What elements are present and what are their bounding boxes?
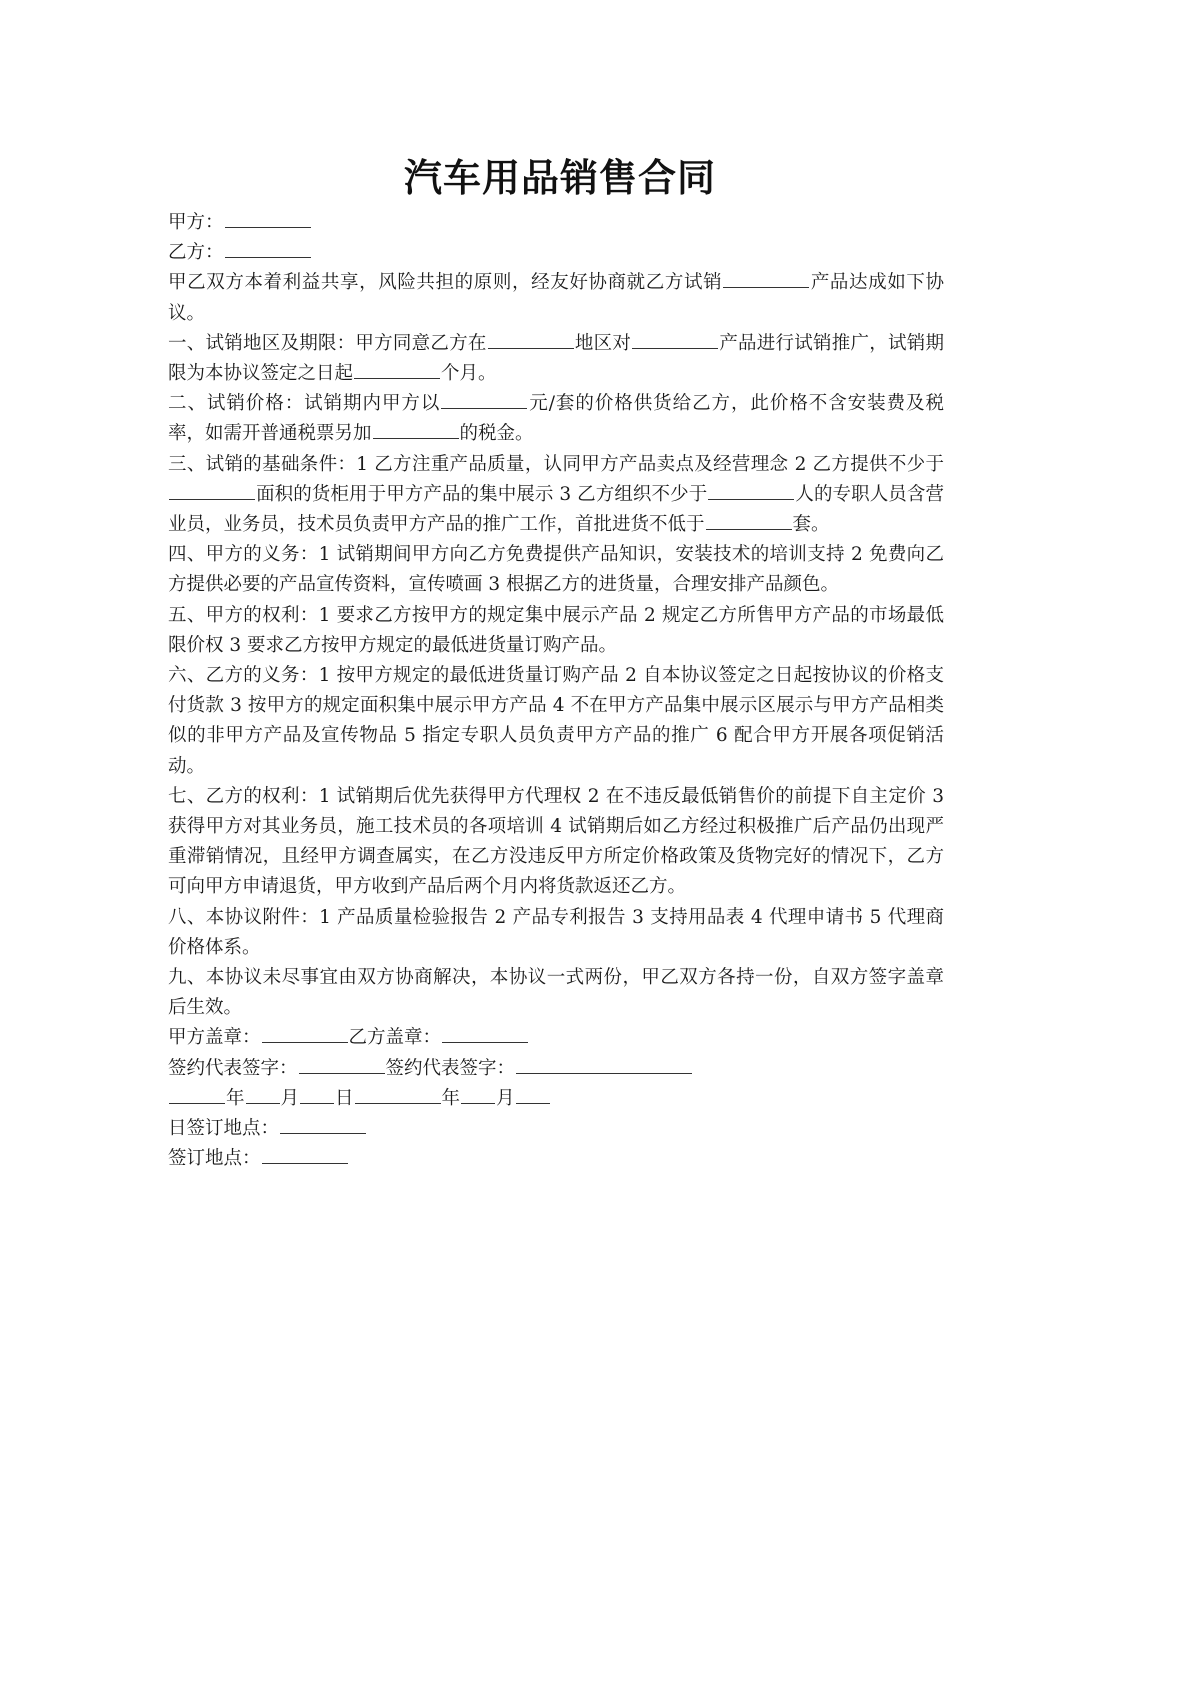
trial-product-blank[interactable] [632, 330, 718, 349]
intro-text-2: 产品达成如下协议。 [168, 272, 944, 324]
area-blank[interactable] [169, 481, 255, 500]
place-a-line [168, 1114, 944, 1144]
tax-blank[interactable] [373, 420, 459, 439]
day-a-label: 日 [335, 1087, 354, 1109]
party-b-label: 乙方： [168, 242, 224, 264]
seal-b-label: 乙方盖章： [348, 1027, 442, 1049]
party-a-blank[interactable] [225, 209, 311, 228]
place-b-line [168, 1144, 944, 1174]
seal-line [168, 1023, 944, 1053]
party-a-label: 甲方： [168, 212, 224, 233]
rep-b-blank[interactable] [516, 1055, 692, 1074]
clause-1-text-4: 个月。 [441, 363, 497, 385]
day-a-blank[interactable] [300, 1085, 334, 1104]
product-name-blank[interactable] [723, 269, 809, 288]
place-a-blank[interactable] [280, 1115, 366, 1134]
clause-7: 七、乙方的权利：1 试销期后优先获得甲方代理权 2 在不违反最低销售价的前提下自主定价 3 获得甲方对其业务员，施工技术员的各项培训 4 试销期后如乙方经过积极推广后产品仍出现严重滞销情况，且经甲方调查属实，在乙方没违反甲方所定价格政策及货物完好的情况下，乙方可向甲方申请退货，甲方收到产品后两个月内将货款返还乙方。 [168, 785, 944, 898]
year-a-blank[interactable] [169, 1085, 225, 1104]
clause-3 [168, 450, 944, 541]
place-b-blank[interactable] [262, 1145, 348, 1164]
clause-5: 五、甲方的权利：1 要求乙方按甲方的规定集中展示产品 2 规定乙方所售甲方产品的市场最低限价权 3 要求乙方按甲方规定的最低进货量订购产品。 [168, 604, 944, 656]
clause-1-text-1: 一、试销地区及期限：甲方同意乙方在 [168, 332, 487, 354]
clause-3-text-4: 套。 [792, 514, 830, 536]
party-b-line [168, 238, 944, 268]
clause-3-text-1: 三、试销的基础条件：1 乙方注重产品质量，认同甲方产品卖点及经营理念 2 乙方提供不少于 [168, 453, 944, 475]
document-title: 汽车用品销售合同 [403, 156, 716, 200]
representative-line [168, 1054, 944, 1084]
months-blank[interactable] [354, 360, 440, 379]
party-b-blank[interactable] [225, 239, 311, 258]
clause-3-text-2: 面积的货柜用于甲方产品的集中展示 3 乙方组织不少于 [256, 483, 708, 505]
month-a-label: 月 [280, 1087, 300, 1109]
clause-2-text-1: 二、试销价格：试销期内甲方以 [168, 393, 441, 415]
rep-a-label: 签约代表签字： [168, 1057, 298, 1079]
year-b-label: 年 [441, 1087, 461, 1109]
clause-4: 四、甲方的义务：1 试销期间甲方向乙方免费提供产品知识，安装技术的培训支持 2 免费向乙方提供必要的产品宣传资料，宣传喷画 3 根据乙方的进货量，合理安排产品颜色。 [168, 544, 944, 596]
clause-2-text-3: 的税金。 [459, 423, 534, 445]
contract-page [168, 150, 944, 1175]
first-order-blank[interactable] [706, 511, 792, 530]
day-b-blank[interactable] [516, 1085, 550, 1104]
year-a-label: 年 [226, 1087, 245, 1109]
clause-2-text-2: 元/套的价格供货给乙方，此价格不含安装费及税率，如需开普通税票另加 [168, 393, 944, 445]
place-b-label: 签订地点： [168, 1148, 261, 1170]
clause-3-text-3: 人的专职人员含营业员，业务员，技术员负责甲方产品的推广工作，首批进货不低于 [168, 483, 944, 536]
region-blank[interactable] [488, 330, 574, 349]
rep-a-blank[interactable] [299, 1055, 385, 1074]
price-blank[interactable] [441, 390, 527, 409]
clause-1 [168, 329, 944, 389]
clause-8: 八、本协议附件：1 产品质量检验报告 2 产品专利报告 3 支持用品表 4 代理申请书 5 代理商价格体系。 [168, 906, 944, 958]
rep-b-label: 签约代表签字： [385, 1057, 516, 1079]
clause-6: 六、乙方的义务：1 按甲方规定的最低进货量订购产品 2 自本协议签定之日起按协议的价格支付货款 3 按甲方的规定面积集中展示甲方产品 4 不在甲方产品集中展示区展示与甲方产品相类似的非甲方产品及宣传物品 5 指定专职人员负责甲方产品的推广 6 配合甲方开展各项促销活动。 [168, 665, 944, 777]
month-b-label: 月 [496, 1087, 515, 1109]
seal-b-blank[interactable] [442, 1024, 528, 1043]
seal-a-label: 甲方盖章： [168, 1027, 261, 1049]
intro-paragraph [168, 268, 944, 328]
clause-9: 九、本协议未尽事宜由双方协商解决，本协议一式两份，甲乙双方各持一份，自双方签字盖章后生效。 [168, 967, 944, 1019]
clause-2 [168, 389, 944, 449]
intro-text-1: 甲乙双方本着利益共享，风险共担的原则，经友好协商就乙方试销 [168, 272, 723, 294]
clause-1-text-2: 地区对 [574, 332, 632, 354]
month-a-blank[interactable] [246, 1085, 280, 1104]
place-a-label: 日签订地点： [168, 1118, 280, 1140]
year-b-blank[interactable] [355, 1085, 441, 1104]
clause-1-text-3: 产品进行试销推广，试销期限为本协议签定之日起 [168, 332, 944, 385]
date-line [168, 1084, 944, 1114]
seal-a-blank[interactable] [262, 1024, 348, 1043]
staff-count-blank[interactable] [708, 481, 794, 500]
party-a-line [168, 208, 944, 238]
month-b-blank[interactable] [461, 1085, 495, 1104]
